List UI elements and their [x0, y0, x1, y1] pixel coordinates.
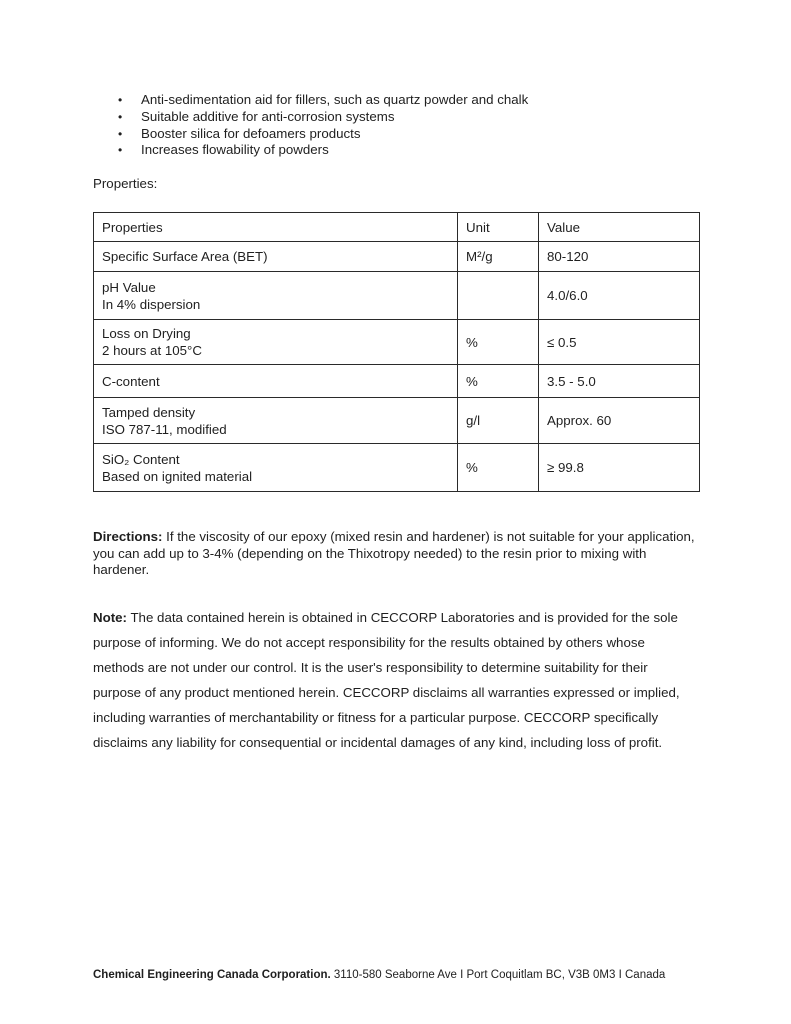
properties-table: [93, 212, 700, 492]
property-name: SiO₂ Content: [102, 451, 180, 467]
property-cell: [94, 272, 458, 320]
table-row: [94, 365, 700, 398]
value-cell: 3.5 - 5.0: [539, 365, 700, 398]
value-cell: Approx. 60: [539, 398, 700, 444]
note-paragraph: [93, 605, 699, 755]
table-row: [94, 320, 700, 365]
list-item: [93, 126, 699, 143]
unit-cell: M²/g: [458, 242, 539, 272]
value-cell: 4.0/6.0: [539, 272, 700, 320]
value-cell: ≥ 99.8: [539, 444, 700, 492]
bullet-icon: •: [118, 93, 123, 107]
table-row: [94, 242, 700, 272]
feature-bullet-list: [93, 92, 699, 159]
property-cell: [94, 365, 458, 398]
table-row: [94, 398, 700, 444]
table-header-value: Value: [539, 213, 700, 242]
unit-cell: %: [458, 320, 539, 365]
property-name: Loss on Drying: [102, 326, 191, 342]
note-label: Note:: [93, 609, 127, 625]
directions-label: Directions:: [93, 529, 163, 545]
table-row: [94, 444, 700, 492]
property-cell: [94, 398, 458, 444]
note-text: The data contained herein is obtained in CECCORP Laboratories and is provided for the sole purpose of informing. We do not accept responsibility for the results obtained by others whose methods are not under our control. It is the user's responsibility to determine suitability for their purpose of any product mentioned herein. CECCORP disclaims all warranties expressed or implied, including warranties of merchantability or fitness for a particular purpose. CECCORP specifically disclaims any liability for consequential or incidental damages of any kind, including loss of profit.: [93, 609, 680, 750]
property-subtext: In 4% dispersion: [102, 296, 201, 312]
property-subtext: ISO 787-11, modified: [102, 421, 227, 437]
bullet-text: Increases flowability of powders: [141, 142, 329, 158]
directions-text: If the viscosity of our epoxy (mixed resin and hardener) is not suitable for your application, you can add up to 3-4% (depending on the Thixotropy needed) to the resin prior to mixing with hardener.: [93, 529, 695, 578]
property-name: Specific Surface Area (BET): [102, 249, 268, 265]
unit-cell: [458, 272, 539, 320]
table-header-unit: Unit: [458, 213, 539, 242]
table-row: [94, 272, 700, 320]
page-content: [93, 92, 699, 755]
property-cell: [94, 320, 458, 365]
bullet-icon: •: [118, 109, 123, 124]
property-name: C-content: [102, 373, 160, 389]
unit-cell: %: [458, 365, 539, 398]
value-cell: 80-120: [539, 242, 700, 272]
bullet-text: Booster silica for defoamers products: [141, 125, 361, 141]
bullet-text: Suitable additive for anti-corrosion systems: [141, 108, 395, 124]
footer-company-name: Chemical Engineering Canada Corporation.: [93, 969, 331, 981]
directions-paragraph: [93, 529, 699, 579]
unit-cell: g/l: [458, 398, 539, 444]
table-header-properties: Properties: [94, 213, 458, 242]
list-item: [93, 109, 699, 126]
bullet-text: Anti-sedimentation aid for fillers, such as quartz powder and chalk: [141, 92, 529, 107]
property-cell: [94, 242, 458, 272]
table-header-row: [94, 213, 700, 242]
properties-section-label: Properties:: [93, 176, 158, 192]
bullet-icon: •: [118, 126, 123, 141]
property-subtext: Based on ignited material: [102, 468, 253, 484]
list-item: [93, 142, 699, 159]
unit-cell: %: [458, 444, 539, 492]
bullet-icon: •: [118, 143, 123, 158]
page-footer: [93, 968, 733, 982]
value-cell: ≤ 0.5: [539, 320, 700, 365]
list-item: [93, 92, 699, 109]
property-name: Tamped density: [102, 404, 196, 420]
property-subtext: 2 hours at 105°C: [102, 343, 202, 359]
footer-address: 3110-580 Seaborne Ave I Port Coquitlam BC, V3B 0M3 I Canada: [330, 969, 666, 981]
property-cell: [94, 444, 458, 492]
property-name: pH Value: [102, 279, 156, 295]
